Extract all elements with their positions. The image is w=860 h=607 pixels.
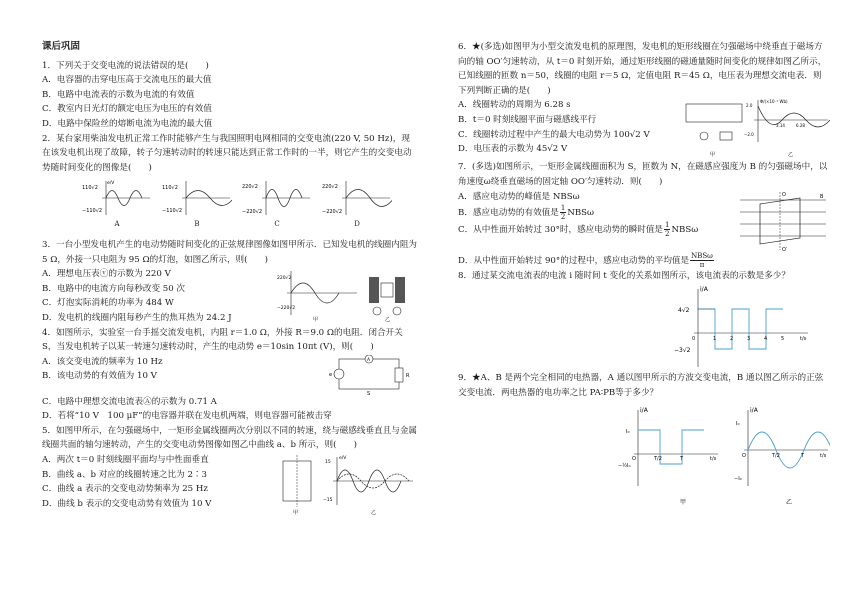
- q8-tick-3: 3: [747, 336, 751, 343]
- q3-fig-yi: 乙: [385, 317, 391, 324]
- q9-jia-tlabel: t/s: [710, 456, 717, 463]
- q7-b-fraction: [560, 204, 566, 221]
- question-6-option-b: B．t＝0 时刻线圈平面与磁感线平行: [458, 114, 597, 125]
- question-4-options: [42, 355, 327, 384]
- q3-ypos: 220√2: [277, 276, 292, 282]
- question-1-option-d: D．电路中保险丝的熔断电流为电流的最大值: [42, 118, 213, 129]
- question-1-option-b: B．电路中电流表的示数为电流的有效值: [42, 89, 195, 100]
- q9-jia-thalf: T/2: [654, 456, 662, 463]
- square-wave-jia: [638, 430, 704, 464]
- question-3-figure: [277, 267, 417, 323]
- graph-b-yneg: −110√2: [162, 208, 183, 215]
- q9-jia-ilabel: i/A: [640, 407, 648, 415]
- question-9-stem: 9．★A、B 是两个完全相同的电热器，A 通以图甲所示的方波交变电流，B 通以图乙所示的正弦交变电流．两电热器的电功率之比 PA∶PB等于多少？: [458, 373, 824, 398]
- q5-fig-jia: 甲: [293, 510, 299, 516]
- question-5-option-c: C．曲线 a 表示的交变电动势频率为 25 Hz: [42, 484, 208, 495]
- q7-c-pre: C．从中性面开始转过 30°时，感应电动势的瞬时值是: [458, 225, 664, 236]
- q6-fig-jia: 甲: [710, 152, 716, 159]
- q9-jia-i0: I₀: [626, 429, 630, 436]
- question-3-option-c: C．灯泡实际消耗的功率为 484 W: [42, 298, 174, 309]
- question-2: [42, 132, 417, 232]
- question-4-option-b: B．该电动势的有效值为 10 V: [42, 371, 157, 382]
- q9-yi-thalf: T/2: [772, 453, 780, 460]
- q9-yi-i0: I₀: [736, 421, 740, 428]
- question-4-circuit: [327, 355, 417, 395]
- q6-ypos: 2.0: [746, 103, 753, 109]
- q8-tick-2: 2: [730, 336, 734, 343]
- question-5-options: [42, 453, 277, 511]
- q5-elabel: e/V: [339, 456, 347, 462]
- graph-a-ypos: 110√2: [82, 185, 98, 192]
- left-column: [42, 40, 417, 515]
- question-1-option-a: A．电容器的击穿电压高于交流电压的最大值: [42, 75, 212, 86]
- question-1-stem: 1．下列关于交变电流的说法错误的是( ): [42, 60, 209, 71]
- question-2-stem: 2．某台家用柴油发电机正常工作时能够产生与我国照明电网相同的交变电流(220 V, 50 Hz)，现在该发电机出现了故障，转子匀速转动时的转速只能达到正常工作时的一半，则它产生的交变电动势随时间变化的图像是( ): [42, 133, 412, 173]
- graph-b-ypos: 110√2: [162, 185, 178, 192]
- question-7-option-b: [458, 204, 730, 221]
- question-3-option-a: A．理想电压表ⓥ的示数为 220 V: [42, 269, 171, 280]
- question-3-option-b: B．电路中的电流方向每秒改变 50 次: [42, 283, 186, 294]
- q4-lbl-a: A: [367, 357, 371, 363]
- question-5-option-b: B．曲线 a、b 对应的线圈转速之比为 2∶3: [42, 469, 207, 480]
- question-4-stem: 4．如图所示，实验室一台手摇交流发电机，内阻 r＝1.0 Ω，外接 R＝9.0 Ω的电阻．闭合开关 S，当发电机转子以某一转速匀速转动时，产生的电动势 e＝10sin 10πt (V)，则( ): [42, 327, 403, 353]
- graph-c-label: C: [274, 220, 280, 229]
- question-5-option-a: A．两次 t＝0 时刻线圈平面均与中性面垂直: [42, 455, 209, 466]
- question-6-option-c: C．线圈转动过程中产生的最大电动势为 100√2 V: [458, 129, 650, 140]
- question-2-graphs: [82, 179, 417, 232]
- question-5-figure: [277, 453, 417, 515]
- graph-a-elabel: e/V: [107, 181, 115, 187]
- question-8-graph: [458, 283, 830, 371]
- question-6-body: [458, 98, 830, 160]
- q8-tick-5: 5: [781, 336, 785, 343]
- question-9: [458, 371, 830, 510]
- question-3-option-d: D．发电机的线圈内阻每秒产生的焦耳热为 24.2 J: [42, 312, 232, 323]
- magnet-right-icon: [395, 277, 405, 303]
- q5-ypos: 15: [325, 460, 331, 466]
- resistor-icon: [720, 132, 732, 140]
- graph-a-yneg: −110√2: [82, 208, 103, 215]
- q4-lbl-e: e: [329, 371, 333, 378]
- graph-a-label: A: [114, 220, 120, 229]
- q7-c-post: NBSω: [671, 225, 699, 236]
- q9-yi-t: T: [801, 453, 805, 460]
- question-2-graph-b: [162, 179, 232, 232]
- voltmeter-icon: [700, 132, 708, 140]
- question-3: [42, 238, 417, 326]
- q9-yi-ilabel: i/A: [750, 407, 758, 415]
- q6-tick-b: 6.28: [796, 123, 805, 129]
- q3-yneg: −220√2: [277, 306, 296, 312]
- question-7-option-c: [458, 221, 730, 238]
- question-6-options: [458, 98, 680, 156]
- q8-ilabel: i/A: [700, 286, 708, 294]
- q4-lbl-s: S: [367, 390, 371, 395]
- square-wave-current: [698, 309, 783, 349]
- q7-b-num: 1: [560, 204, 566, 213]
- sine-graph-c: [242, 179, 312, 217]
- q8-tick-4: 4: [764, 336, 768, 343]
- q9-yi-tlabel: t/s: [820, 453, 827, 460]
- sine-graph-d: [322, 179, 392, 217]
- q7-b-post: NBSω: [567, 208, 595, 219]
- resistor-icon: [395, 368, 403, 382]
- q7-b-den: 2: [560, 213, 566, 222]
- q8-ypos: 4√2: [678, 307, 690, 315]
- question-7-option-d: [458, 252, 830, 269]
- graph-d-label: D: [354, 220, 360, 229]
- question-7-body: [458, 190, 830, 252]
- q6-tick-a: 3.14: [776, 123, 785, 129]
- question-3-body: [42, 267, 417, 325]
- graph-d-ypos: 220√2: [322, 184, 338, 191]
- q7-c-num: 1: [665, 221, 670, 230]
- q8-origin: 0: [692, 336, 696, 343]
- q8-tlabel: t/s: [800, 336, 807, 343]
- question-7-options: [458, 190, 730, 239]
- magnet-left-icon: [369, 277, 379, 303]
- graph-d-yneg: −220√2: [322, 209, 343, 216]
- q8-yneg: −3√2: [674, 347, 691, 355]
- question-2-graph-a: [82, 179, 152, 232]
- question-8: [458, 269, 830, 372]
- question-4-option-c: C．电路中理想交流电流表Ⓐ的示数为 0.71 A: [42, 396, 217, 407]
- q5-yneg: −15: [323, 498, 333, 504]
- q7-lbl-b: B: [820, 193, 824, 200]
- question-7-stem: 7．(多选)如图所示，一矩形金属线圈面积为 S，匝数为 N，在磁感应强度为 B 的匀强磁场中，以角速度ω绕垂直磁场的固定轴 OO′匀速转动．则( ): [458, 162, 828, 187]
- sine-graph-b: [162, 179, 232, 217]
- question-5-option-d: D．曲线 b 表示的交变电动势有效值为 10 V: [42, 498, 212, 509]
- question-1-option-c: C．教室内日光灯的额定电压为电压的有效值: [42, 104, 212, 115]
- q9-yi-negi0: −I₀: [734, 476, 742, 483]
- q9-fig-jia: 甲: [680, 499, 687, 507]
- q9-jia-origin: O: [632, 456, 636, 463]
- q7-d-den: π: [699, 260, 705, 269]
- question-6-stem: 6．★(多选)如图甲为小型交流发电机的原理图，发电机的矩形线圈在匀强磁场中绕垂直于磁场方向的轴 OO′匀速转动，从 t＝0 时刻开始，通过矩形线圈的磁通量随时间变化的规律如图乙所示，已知线圈的匝数 n＝50，线圈的电阻 r＝5 Ω，定值电阻 R＝45 Ω，电压表为理想交流电表．则下列判断正确的是( ): [458, 42, 827, 96]
- question-4-option-d: D．若将“10 V 100 μF”的电容器并联在发电机两端，则电容器可能被击穿: [42, 411, 332, 422]
- q9-jia-neghalf: −½I₀: [618, 463, 631, 470]
- q9-yi-origin: O: [742, 453, 746, 460]
- q8-tick-1: 1: [713, 336, 717, 343]
- q3-fig-jia: 甲: [313, 317, 319, 324]
- right-column: [458, 40, 830, 510]
- question-4-option-a: A．该交变电流的频率为 10 Hz: [42, 356, 163, 367]
- question-6: [458, 40, 830, 160]
- graph-c-ypos: 220√2: [242, 184, 258, 191]
- question-6-figure: [680, 98, 830, 160]
- sine-graph-a: [82, 179, 152, 217]
- q6-yneg: −2.0: [744, 132, 754, 138]
- question-7: [458, 160, 830, 268]
- q9-jia-t: T: [680, 456, 684, 463]
- q6-fig-yi: 乙: [788, 152, 794, 159]
- graph-c-yneg: −220√2: [242, 209, 263, 216]
- question-5-body: [42, 453, 417, 515]
- question-5-stem: 5．如图甲所示，在匀强磁场中，一矩形金属线圈两次分别以不同的转速，绕与磁感线垂直且与金属线圈共面的轴匀速转动，产生的交变电动势图像如图乙中曲线 a、b 所示，则( ): [42, 425, 418, 451]
- q4-lbl-r: R: [406, 372, 410, 379]
- q6-philabel: Φ/(×10⁻² Wb): [760, 99, 788, 105]
- question-3-options: [42, 267, 277, 325]
- question-9-figures: [458, 400, 830, 510]
- q7-d-fraction: [690, 252, 714, 269]
- graph-b-label: B: [194, 220, 200, 229]
- question-5: [42, 424, 417, 515]
- question-8-stem: 8．通过某交流电流表的电流 i 随时间 t 变化的关系如图所示，该电流表的示数是多少？: [458, 270, 790, 281]
- generator-icon: [334, 369, 344, 379]
- voltmeter-icon: [373, 307, 381, 315]
- question-4: [42, 326, 417, 424]
- q5-fig-yi: 乙: [371, 510, 377, 516]
- question-1: [42, 59, 417, 132]
- q7-d-pre: D．从中性面开始转过 90°的过程中，感应电动势的平均值是: [458, 255, 690, 266]
- question-3-stem: 3．一台小型发电机产生的电动势随时间变化的正弦规律图像如图甲所示．已知发电机的线圈内阻为 5 Ω，外接一只电阻为 95 Ω的灯泡，如图乙所示，则( ): [42, 239, 418, 265]
- question-6-option-a: A．线圈转动的周期为 6.28 s: [458, 100, 571, 111]
- question-7-figure: [730, 190, 830, 252]
- q7-c-fraction: [664, 221, 670, 238]
- question-2-graph-d: [322, 179, 392, 232]
- lamp-icon: [393, 307, 401, 315]
- q7-lbl-o: O: [782, 191, 786, 198]
- q7-d-num: NBSω: [691, 251, 713, 260]
- q7-lbl-o2: O′: [782, 246, 788, 252]
- question-4-body: [42, 355, 417, 395]
- question-2-graph-c: [242, 179, 312, 232]
- q7-c-den: 2: [665, 230, 670, 239]
- question-6-option-d: D．电压表的示数为 45√2 V: [458, 144, 568, 155]
- q9-fig-yi: 乙: [786, 499, 793, 507]
- section-heading: 课后巩固: [42, 41, 81, 52]
- q7-b-pre: B．感应电动势的有效值是: [458, 208, 559, 219]
- question-7-option-a: A．感应电动势的峰值是 NBSω: [458, 191, 580, 202]
